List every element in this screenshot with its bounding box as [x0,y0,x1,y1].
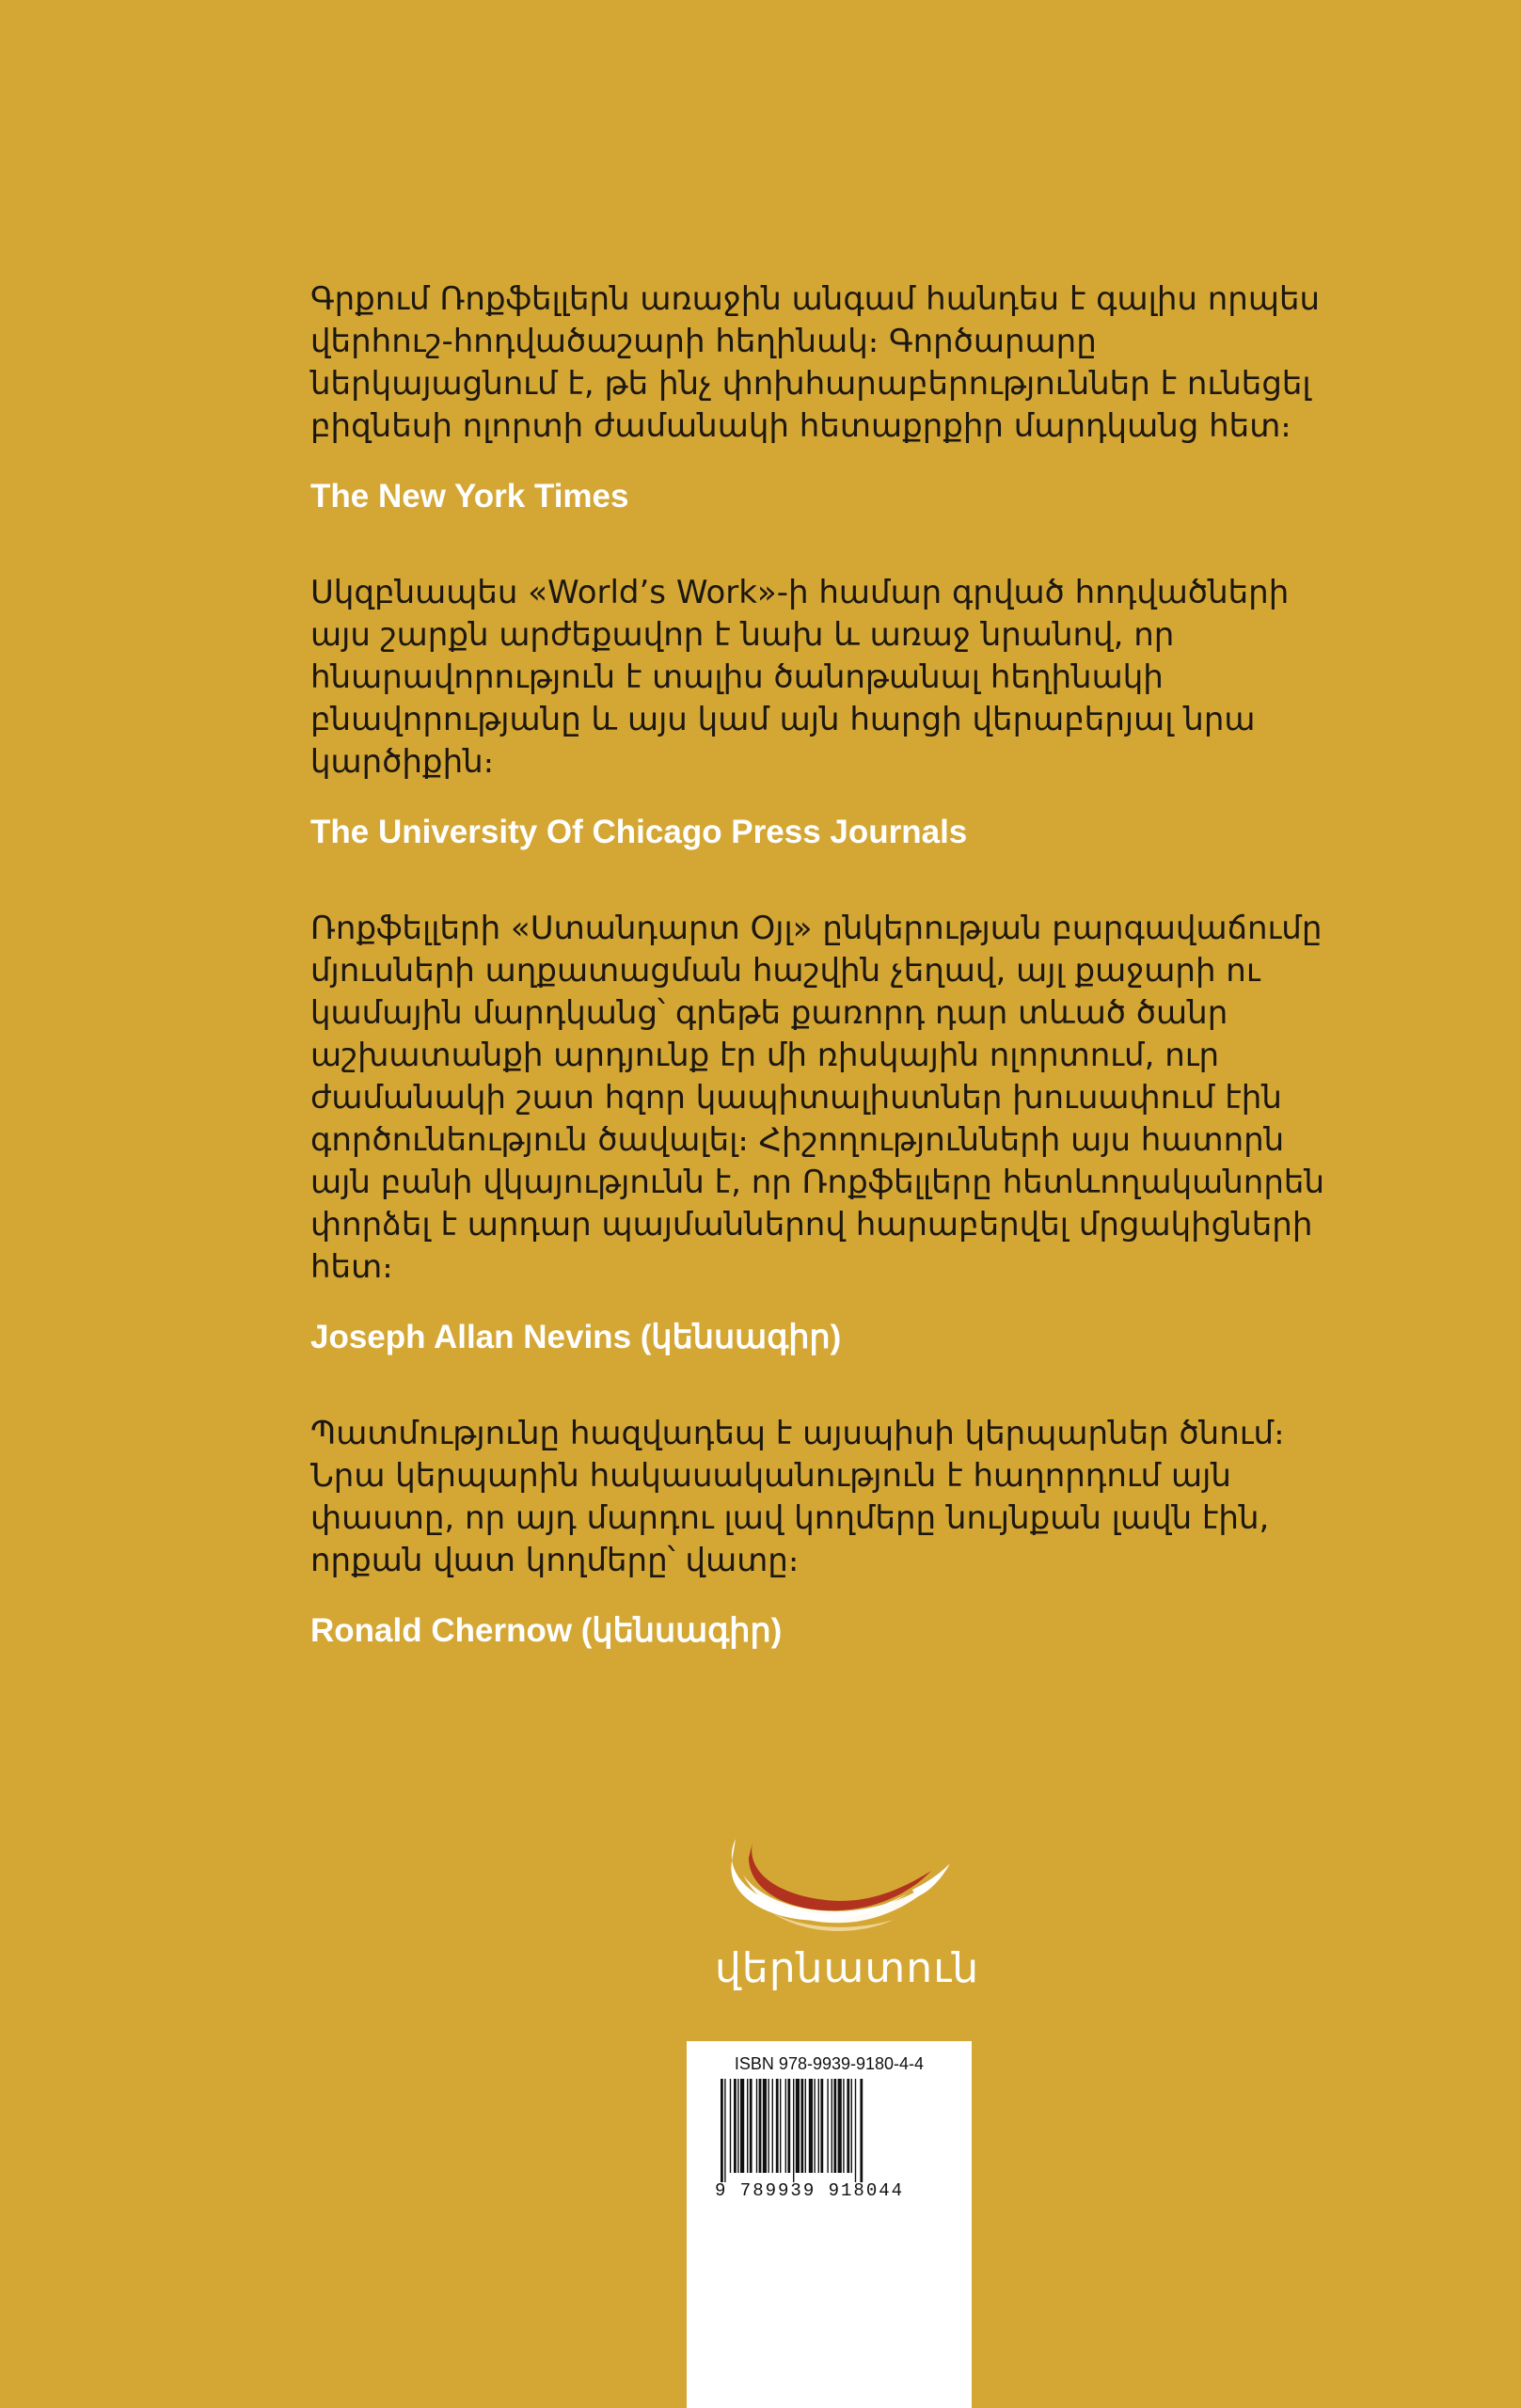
barcode-bar [724,2079,725,2182]
barcode-bar [827,2079,828,2173]
barcode-bar [730,2079,731,2173]
barcode-bar [796,2079,800,2173]
barcode-block [687,2041,972,2408]
review-source: Ronald Chernow (կենսագիր) [310,1612,783,1649]
barcode-bar [793,2079,794,2182]
barcode-bar [747,2079,748,2173]
review-3 [310,908,1326,1358]
review-source: Joseph Allan Nevins (կենսագիր) [310,1319,842,1355]
barcode-bar [780,2079,781,2173]
barcode-bar [785,2079,786,2173]
isbn-label: ISBN 978-9939-9180-4-4 [734,2054,925,2073]
publisher-logo [715,1830,980,2008]
barcode-bar [818,2079,819,2173]
review-quote: Պատմությունը հազվադեպ է այսպիսի կերպարներ ծնում։ Նրա կերպարին հակասականություն է հաղորդում այն փաստը, որ այդ մարդու լավ կողմերը նույնքան լավն էին, որքան վատ կողմերը՝ վատը։ [310,1415,1285,1579]
barcode-bar [833,2079,836,2173]
review-source: The University Of Chicago Press Journals [310,814,968,850]
barcode-bar [838,2079,842,2173]
barcode-bar [756,2079,757,2173]
barcode-bar [763,2079,767,2173]
barcode-bar [800,2079,803,2173]
barcode-bar [737,2079,738,2173]
review-source: The New York Times [310,478,629,515]
barcode-bar [734,2079,737,2173]
barcode-bar [809,2079,813,2173]
barcode-bar [750,2079,753,2173]
barcode-bar [855,2079,856,2182]
review-quote: Գրքում Ռոքֆելլերն առաջին անգամ հանդես է գալիս որպես վերհուշ-հոդվածաշարի հեղինակ։ Գործարարը ներկայացնում է, թե ինչ փոխհարաբերություններ է ունեցել բիզնեսի ոլորտի ժամանակի հետաքրքիր մարդկանց հետ։ [310,280,1321,445]
review-2 [310,572,1326,853]
barcode-bar [805,2079,806,2173]
barcode-bar [843,2079,844,2173]
publisher-swoosh-icon [715,1830,959,1942]
barcode-bar [860,2079,863,2182]
barcode-bar [847,2079,849,2173]
review-quote: Սկզբնապես «World’s Work»-ի համար գրված հոդվածների այս շարքն արժեքավոր է նախ և առաջ նրանով, որ հնարավորություն է տալիս ծանոթանալ հեղինակի բնավորությանը և այս կամ այն հարցի վերաբերյալ նրա կարծիքին։ [310,574,1290,781]
barcode-bar [740,2079,744,2173]
barcode-bar [787,2079,790,2173]
barcode-bar [851,2079,852,2173]
publisher-name: վերնատուն [715,1944,980,1992]
barcode-digits: 9 789939 918044 [715,2180,905,2201]
barcode-bar [776,2079,779,2173]
review-1 [310,278,1326,517]
review-4 [310,1413,1326,1652]
barcode-bar [721,2079,723,2182]
barcode-bar [820,2079,823,2173]
review-quote: Ռոքֆելլերի «Ստանդարտ Օյլ» ընկերության բարգավաճումը մյուսների աղքատացման հաշվին չեղավ, այլ քաջարի ու կամային մարդկանց՝ գրեթե քառորդ դար տևած ծանր աշխատանքի արդյունք էր մի ռիսկային ոլորտում, ուր ժամանակի շատ հզոր կապիտալիստներ խուսափում էին գործունեություն ծավալել։ Հիշողությունների այս հատորն այն բանի վկայությունն է, որ Ռոքֆելլերը հետևողականորեն փորձել է արդար պայմաններով հարաբերվել մրցակիցների հետ։ [310,910,1325,1286]
barcode-bar [772,2079,773,2173]
barcode-bar [759,2079,762,2173]
barcode-bar [814,2079,815,2173]
reviews-section [310,278,1326,1652]
barcode-icon [721,2079,937,2182]
